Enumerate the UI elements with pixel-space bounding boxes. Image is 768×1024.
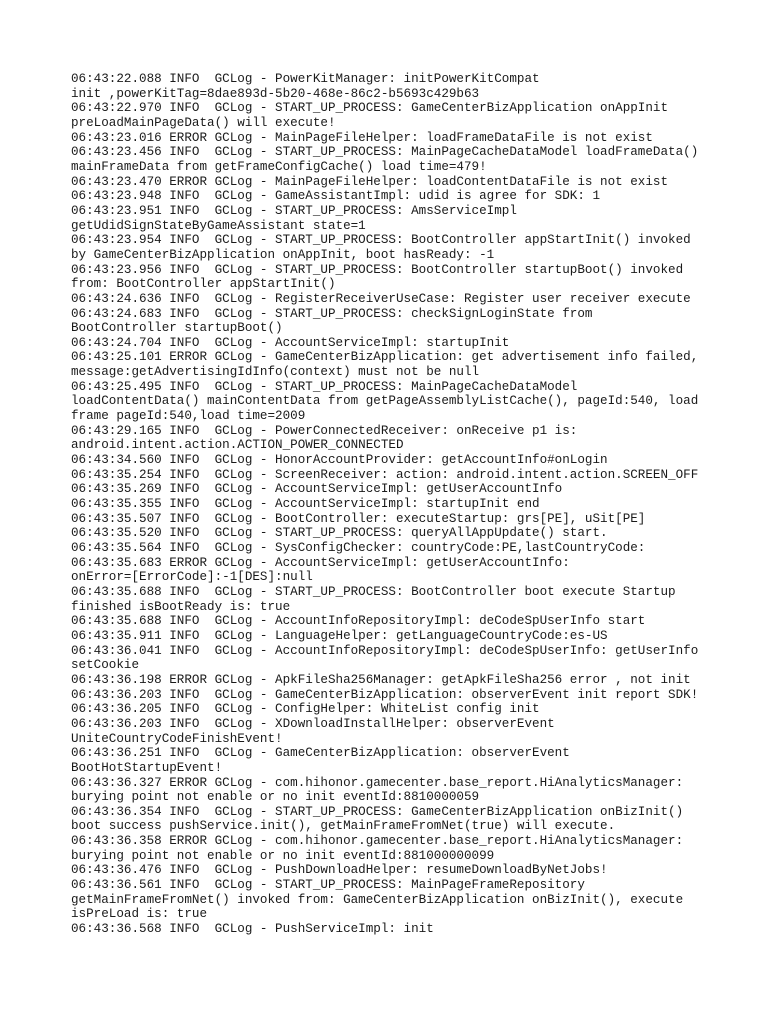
log-line: getUdidSignStateByGameAssistant state=1 xyxy=(71,218,366,233)
log-line: getMainFrameFromNet() invoked from: GameCenterBizApplication onBizInit(), execute xyxy=(71,892,684,907)
log-line: 06:43:36.561 INFO GCLog - START_UP_PROCESS: MainPageFrameRepository xyxy=(71,878,585,893)
log-line: 06:43:35.564 INFO GCLog - SysConfigChecker: countryCode:PE,lastCountryCode: xyxy=(71,541,646,555)
log-line: frame pageId:540,load time=2009 xyxy=(71,409,306,424)
log-line: 06:43:25.101 ERROR GCLog - GameCenterBizApplication: get advertisement info failed, xyxy=(71,350,699,365)
log-line: 06:43:22.970 INFO GCLog - START_UP_PROCESS: GameCenterBizApplication onAppInit xyxy=(71,101,669,116)
log-line: burying point not enable or no init eventId:8810000059 xyxy=(71,790,480,805)
log-line: 06:43:35.688 INFO GCLog - START_UP_PROCESS: BootController boot execute Startup xyxy=(71,584,676,599)
log-line: finished isBootReady is: true xyxy=(71,599,291,614)
log-line: preLoadMainPageData() will execute! xyxy=(71,115,336,130)
log-line: 06:43:23.956 INFO GCLog - START_UP_PROCESS: BootController startupBoot() invoked xyxy=(71,262,684,277)
log-line: 06:43:35.683 ERROR GCLog - AccountServiceImpl: getUserAccountInfo: xyxy=(71,555,570,570)
log-line: 06:43:29.165 INFO GCLog - PowerConnectedReceiver: onReceive p1 is: xyxy=(71,423,578,438)
log-line: 06:43:36.327 ERROR GCLog - com.hihonor.gamecenter.base_report.HiAnalyticsManager: xyxy=(71,775,684,790)
log-line: 06:43:35.507 INFO GCLog - BootController: executeStartup: grs[PE], uSit[PE] xyxy=(71,511,646,526)
log-line: 06:43:35.688 INFO GCLog - AccountInfoRepositoryImpl: deCodeSpUserInfo start xyxy=(71,614,646,629)
log-line: init ,powerKitTag=8dae893d-5b20-468e-86c2-b5693c429b63 xyxy=(71,86,480,101)
log-line: message:getAdvertisingIdInfo(context) must not be null xyxy=(71,365,480,380)
log-line: 06:43:34.560 INFO GCLog - HonorAccountProvider: getAccountInfo#onLogin xyxy=(71,453,608,468)
log-line: 06:43:23.948 INFO GCLog - GameAssistantImpl: udid is agree for SDK: 1 xyxy=(71,189,601,204)
log-line: 06:43:36.354 INFO GCLog - START_UP_PROCESS: GameCenterBizApplication onBizInit() xyxy=(71,804,684,819)
log-line: boot success pushService.init(), getMainFrameFromNet(true) will execute. xyxy=(71,819,616,834)
log-line: 06:43:36.205 INFO GCLog - ConfigHelper: WhiteList config init xyxy=(71,702,540,717)
log-line: 06:43:25.495 INFO GCLog - START_UP_PROCESS: MainPageCacheDataModel xyxy=(71,379,578,394)
log-line: isPreLoad is: true xyxy=(71,907,208,922)
log-line: 06:43:36.568 INFO GCLog - PushServiceImpl: init xyxy=(71,922,434,937)
log-line: 06:43:24.683 INFO GCLog - START_UP_PROCESS: checkSignLoginState from xyxy=(71,306,593,321)
log-line: 06:43:36.041 INFO GCLog - AccountInfoRepositoryImpl: deCodeSpUserInfo: getUserInfo xyxy=(71,643,699,658)
log-line: BootController startupBoot() xyxy=(71,321,283,336)
log-line: mainFrameData from getFrameConfigCache() load time=479! xyxy=(71,159,487,174)
log-line: 06:43:35.911 INFO GCLog - LanguageHelper: getLanguageCountryCode:es-US xyxy=(71,628,608,643)
log-line: 06:43:36.203 INFO GCLog - XDownloadInstallHelper: observerEvent xyxy=(71,716,555,731)
log-line: onError=[ErrorCode]:-1[DES]:null xyxy=(71,570,313,585)
log-line: 06:43:23.954 INFO GCLog - START_UP_PROCESS: BootController appStartInit() invoked xyxy=(71,233,691,248)
log-line: 06:43:23.951 INFO GCLog - START_UP_PROCESS: AmsServiceImpl xyxy=(71,203,517,218)
log-line: 06:43:35.254 INFO GCLog - ScreenReceiver: action: android.intent.action.SCREEN_OFF xyxy=(71,467,699,482)
log-document xyxy=(71,72,711,937)
log-line: setCookie xyxy=(71,658,140,673)
log-line: loadContentData() mainContentData from getPageAssemblyListCache(), pageId:540, load xyxy=(71,394,699,409)
log-line: 06:43:23.016 ERROR GCLog - MainPageFileHelper: loadFrameDataFile is not exist xyxy=(71,130,653,145)
log-line: BootHotStartupEvent! xyxy=(71,760,223,775)
log-line: 06:43:35.269 INFO GCLog - AccountServiceImpl: getUserAccountInfo xyxy=(71,482,563,497)
log-line: android.intent.action.ACTION_POWER_CONNECTED xyxy=(71,438,404,453)
log-line: 06:43:35.355 INFO GCLog - AccountServiceImpl: startupInit end xyxy=(71,497,540,512)
log-line: 06:43:24.704 INFO GCLog - AccountServiceImpl: startupInit xyxy=(71,335,510,350)
log-line: 06:43:22.088 INFO GCLog - PowerKitManager: initPowerKitCompat xyxy=(71,72,540,86)
log-line: 06:43:36.358 ERROR GCLog - com.hihonor.gamecenter.base_report.HiAnalyticsManager: xyxy=(71,834,684,849)
log-line: UniteCountryCodeFinishEvent! xyxy=(71,731,283,746)
log-line: 06:43:36.203 INFO GCLog - GameCenterBizApplication: observerEvent init report SDK! xyxy=(71,687,699,702)
log-line: 06:43:23.456 INFO GCLog - START_UP_PROCESS: MainPageCacheDataModel loadFrameData() xyxy=(71,145,699,160)
log-line: 06:43:36.251 INFO GCLog - GameCenterBizApplication: observerEvent xyxy=(71,746,570,761)
log-line: 06:43:24.636 INFO GCLog - RegisterReceiverUseCase: Register user receiver execute xyxy=(71,291,691,306)
log-line: burying point not enable or no init eventId:881000000099 xyxy=(71,848,495,863)
log-line: by GameCenterBizApplication onAppInit, boot hasReady: -1 xyxy=(71,247,495,262)
log-line: 06:43:36.476 INFO GCLog - PushDownloadHelper: resumeDownloadByNetJobs! xyxy=(71,863,608,878)
log-line: 06:43:23.470 ERROR GCLog - MainPageFileHelper: loadContentDataFile is not exist xyxy=(71,174,669,189)
log-line: 06:43:36.198 ERROR GCLog - ApkFileSha256Manager: getApkFileSha256 error , not init xyxy=(71,672,691,687)
log-line: from: BootController appStartInit() xyxy=(71,277,336,292)
log-line: 06:43:35.520 INFO GCLog - START_UP_PROCESS: queryAllAppUpdate() start. xyxy=(71,526,608,541)
